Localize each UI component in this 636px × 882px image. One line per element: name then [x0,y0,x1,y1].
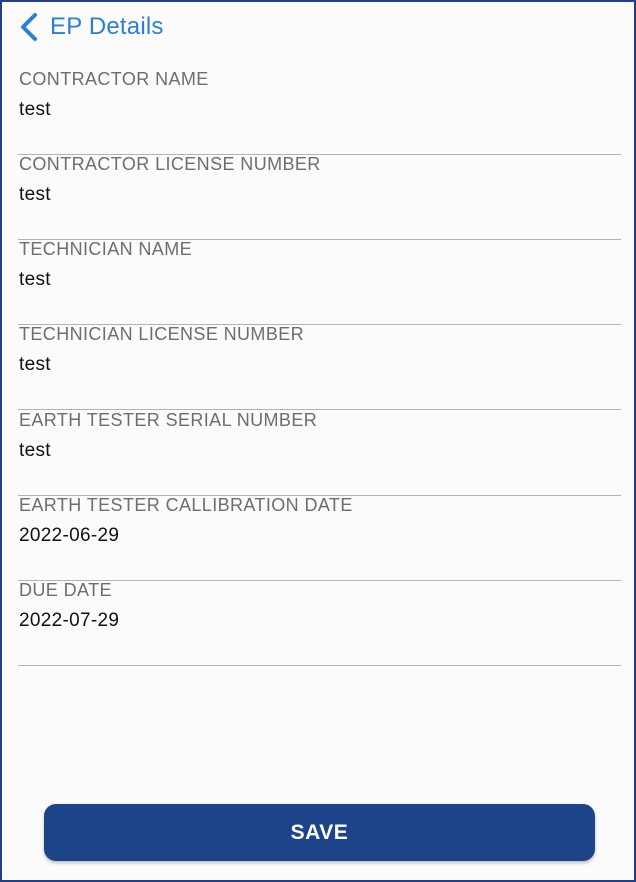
field-label: TECHNICIAN LICENSE NUMBER [19,324,305,344]
due-date-field[interactable] [18,580,621,666]
earth-tester-serial-number-field[interactable] [18,410,621,496]
page-title: EP Details [50,13,164,40]
field-value[interactable]: test [19,440,51,461]
field-value[interactable]: test [19,269,51,290]
contractor-name-field[interactable] [18,69,621,155]
field-value[interactable]: test [19,354,51,375]
contractor-license-number-field[interactable] [18,154,621,240]
field-value[interactable]: test [19,99,51,120]
field-value[interactable]: 2022-07-29 [19,610,120,631]
technician-name-field[interactable] [18,239,621,325]
technician-license-number-field[interactable] [18,324,621,410]
field-value[interactable]: 2022-06-29 [19,525,120,546]
save-button[interactable]: SAVE [44,804,595,861]
back-button[interactable] [18,10,164,44]
field-value[interactable]: test [19,184,51,205]
field-label: DUE DATE [19,580,112,600]
field-label: EARTH TESTER SERIAL NUMBER [19,410,318,430]
earth-tester-calibration-date-field[interactable] [18,495,621,581]
chevron-left-icon [18,11,40,43]
field-label: TECHNICIAN NAME [19,239,193,259]
field-label: CONTRACTOR NAME [19,69,209,89]
field-label: EARTH TESTER CALLIBRATION DATE [19,495,353,515]
field-label: CONTRACTOR LICENSE NUMBER [19,154,321,174]
